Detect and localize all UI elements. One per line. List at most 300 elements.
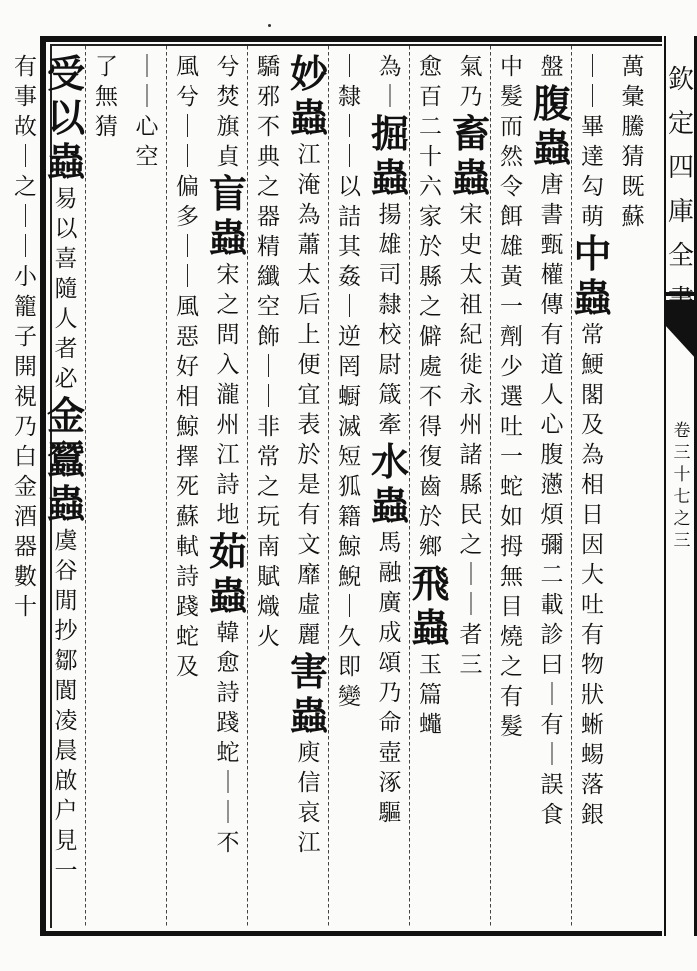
text-char: 甄 xyxy=(540,232,564,258)
margin-char: 庫 xyxy=(667,197,694,227)
text-char: 貞 xyxy=(216,144,240,170)
text-char: 熾 xyxy=(257,594,280,620)
text-char: 啟 xyxy=(54,768,78,794)
text-char: 即 xyxy=(338,654,361,680)
text-char: 玉 xyxy=(419,652,442,678)
text-char: 畢 xyxy=(581,114,604,140)
headword-char: 茹 xyxy=(208,529,247,574)
text-char: 有 xyxy=(297,502,321,528)
headword-char: 蟲 xyxy=(411,605,450,650)
margin-char: 定 xyxy=(667,109,694,139)
text-char: 州 xyxy=(459,412,483,438)
text-char: 以 xyxy=(338,174,361,200)
text-char: 於 xyxy=(297,442,321,468)
text-char: 玩 xyxy=(257,504,280,530)
text-char: 風 xyxy=(176,294,199,320)
text-char: 𧕓 xyxy=(419,712,442,738)
text-char: 韓 xyxy=(216,620,240,646)
text-char: 軾 xyxy=(176,534,199,560)
text-char: 之 xyxy=(459,532,483,558)
margin-char: 之 xyxy=(673,509,691,529)
text-char: ｜ xyxy=(378,84,402,110)
ink-dot xyxy=(268,24,271,27)
text-char: ｜ xyxy=(176,234,199,260)
text-char: 金 xyxy=(14,474,37,500)
text-char: 者 xyxy=(459,622,483,648)
text-char: 地 xyxy=(216,502,240,528)
text-char: 賦 xyxy=(257,564,280,590)
text-char: 銀 xyxy=(581,802,604,828)
text-column xyxy=(288,52,330,922)
text-char: 一 xyxy=(500,444,523,470)
text-char: 箴 xyxy=(378,382,402,408)
text-char: ｜ xyxy=(257,354,280,380)
text-char: 州 xyxy=(216,412,240,438)
headword-char: 蠶 xyxy=(46,437,85,482)
text-char: 見 xyxy=(54,828,78,854)
fish-tail-top xyxy=(664,292,697,296)
text-char: 谷 xyxy=(54,558,78,584)
text-char: 之 xyxy=(419,294,442,320)
headword-char: 蟲 xyxy=(208,215,247,260)
text-char: 乃 xyxy=(459,84,483,110)
text-char: ｜ xyxy=(176,114,199,140)
text-char: 詩 xyxy=(216,680,240,706)
headword-char: 水 xyxy=(370,439,409,484)
text-char: 者 xyxy=(54,336,78,362)
text-char: 為 xyxy=(378,54,402,80)
text-column xyxy=(5,52,47,922)
text-char: ｜ xyxy=(338,114,361,140)
text-column xyxy=(45,52,87,922)
text-char: 雄 xyxy=(500,234,523,260)
text-char: 乃 xyxy=(378,680,402,706)
text-char: 有 xyxy=(540,712,564,738)
text-char: 有 xyxy=(500,684,523,710)
text-char: 了 xyxy=(95,54,118,80)
text-char: ｜ xyxy=(459,592,483,618)
text-char: 無 xyxy=(95,84,118,110)
text-char: 滅 xyxy=(338,414,361,440)
text-char: 狐 xyxy=(338,474,361,500)
headword-char: 害 xyxy=(289,649,328,694)
text-column xyxy=(491,52,533,922)
headword-char: 蟲 xyxy=(532,125,571,170)
text-char: ｜ xyxy=(581,84,604,110)
text-char: 蘇 xyxy=(621,204,645,230)
text-char: 閣 xyxy=(581,382,604,408)
margin-char: 卷 xyxy=(673,421,691,441)
text-char: 有 xyxy=(540,322,564,348)
text-char: 兮 xyxy=(176,84,199,110)
text-char: 得 xyxy=(419,414,442,440)
text-char: 人 xyxy=(540,382,564,408)
text-char: 盤 xyxy=(540,54,564,80)
headword-char: 蟲 xyxy=(46,481,85,526)
text-char: 典 xyxy=(257,144,280,170)
text-char: 十 xyxy=(14,594,37,620)
text-char: 書 xyxy=(540,202,564,228)
text-char: 視 xyxy=(14,384,37,410)
headword-char: 中 xyxy=(573,231,612,276)
text-char: 其 xyxy=(338,234,361,260)
text-char: 二 xyxy=(419,114,442,140)
text-char: 達 xyxy=(581,144,604,170)
text-char: 於 xyxy=(419,234,442,260)
text-char: 蕭 xyxy=(297,232,321,258)
margin-char: 四 xyxy=(667,153,694,183)
text-char: 器 xyxy=(14,534,37,560)
text-char: ｜ xyxy=(135,54,159,80)
margin-char: 三 xyxy=(673,531,691,551)
text-char: 火 xyxy=(257,624,280,650)
text-char: 猜 xyxy=(95,114,118,140)
text-char: 器 xyxy=(257,204,280,230)
margin-char: 欽 xyxy=(667,65,694,95)
text-char: ｜ xyxy=(459,562,483,588)
text-char: 髮 xyxy=(500,84,523,110)
headword-char: 盲 xyxy=(208,171,247,216)
text-char: 徙 xyxy=(459,352,483,378)
text-char: ｜ xyxy=(338,594,361,620)
text-char: 麗 xyxy=(297,622,321,648)
margin-char: 七 xyxy=(673,487,691,507)
text-char: 非 xyxy=(257,414,280,440)
text-char: 太 xyxy=(297,262,321,288)
text-char: ｜ xyxy=(135,84,159,110)
text-char: 靡 xyxy=(297,562,321,588)
headword-char: 受 xyxy=(46,52,85,96)
text-char: 鯁 xyxy=(581,352,604,378)
text-char: 診 xyxy=(540,622,564,648)
text-char: 權 xyxy=(540,262,564,288)
text-char: 踐 xyxy=(216,710,240,736)
text-char: 籠 xyxy=(14,294,37,320)
text-char: 選 xyxy=(500,384,523,410)
text-char: 之 xyxy=(14,174,37,200)
text-char: 入 xyxy=(216,352,240,378)
text-char: 空 xyxy=(135,144,159,170)
text-char: 懣 xyxy=(540,472,564,498)
text-char: 變 xyxy=(338,684,361,710)
text-char: 久 xyxy=(338,624,361,650)
text-char: 彌 xyxy=(540,532,564,558)
text-char: ｜ xyxy=(176,144,199,170)
text-char: 事 xyxy=(14,84,37,110)
margin-title xyxy=(666,58,696,322)
text-char: 之 xyxy=(500,654,523,680)
headword-char: 蟲 xyxy=(208,573,247,618)
margin-char: 全 xyxy=(667,241,694,271)
text-char: 宋 xyxy=(216,262,240,288)
text-char: 以 xyxy=(54,216,78,242)
text-char: 蟵 xyxy=(338,384,361,410)
text-char: 驕 xyxy=(257,54,280,80)
text-char: 短 xyxy=(338,444,361,470)
text-char: 后 xyxy=(297,292,321,318)
text-char: 鯨 xyxy=(338,534,361,560)
text-char: 詩 xyxy=(176,564,199,590)
text-char: 六 xyxy=(419,174,442,200)
text-char: 及 xyxy=(581,412,604,438)
text-char: 三 xyxy=(459,652,483,678)
text-char: 表 xyxy=(297,412,321,438)
text-column xyxy=(329,52,371,922)
text-char: 白 xyxy=(14,444,37,470)
text-char: 便 xyxy=(297,352,321,378)
text-char: 吐 xyxy=(581,592,604,618)
text-char: 江 xyxy=(216,442,240,468)
text-char: 姦 xyxy=(338,264,361,290)
text-char: 江 xyxy=(297,142,321,168)
text-char: 小 xyxy=(14,264,37,290)
text-char: 民 xyxy=(459,502,483,528)
headword-char: 蟲 xyxy=(573,275,612,320)
text-char: 萌 xyxy=(581,204,604,230)
text-char: 篇 xyxy=(419,682,442,708)
text-char: 燒 xyxy=(500,624,523,650)
text-char: 為 xyxy=(297,202,321,228)
text-char: 數 xyxy=(14,564,37,590)
text-char: 劑 xyxy=(500,324,523,350)
text-char: 氣 xyxy=(459,54,483,80)
text-char: ｜ xyxy=(257,384,280,410)
text-char: 狀 xyxy=(581,682,604,708)
text-char: 既 xyxy=(621,174,645,200)
text-char: 吐 xyxy=(500,414,523,440)
text-char: 閒 xyxy=(54,588,78,614)
text-char: 融 xyxy=(378,560,402,586)
volume-label xyxy=(668,420,696,552)
text-char: ｜ xyxy=(338,144,361,170)
text-char: 然 xyxy=(500,144,523,170)
text-char: 傳 xyxy=(540,292,564,318)
text-char: 隸 xyxy=(338,84,361,110)
text-char: 史 xyxy=(459,232,483,258)
text-char: ｜ xyxy=(14,144,37,170)
text-char: 揚 xyxy=(378,202,402,228)
text-char: 常 xyxy=(581,322,604,348)
text-char: 中 xyxy=(500,54,523,80)
text-char: 相 xyxy=(581,472,604,498)
text-char: 蛇 xyxy=(216,740,240,766)
headword-char: 腹 xyxy=(532,81,571,126)
text-char: 詩 xyxy=(216,472,240,498)
text-char: 抄 xyxy=(54,618,78,644)
text-char: 餌 xyxy=(500,204,523,230)
text-char: 祖 xyxy=(459,292,483,318)
text-char: 空 xyxy=(257,294,280,320)
headword-char: 金 xyxy=(46,393,85,438)
text-char: 晨 xyxy=(54,738,78,764)
headword-char: 蟲 xyxy=(451,155,490,200)
text-char: 猜 xyxy=(621,144,645,170)
text-char: 彙 xyxy=(621,84,645,110)
text-char: ｜ xyxy=(338,54,361,80)
text-char: 處 xyxy=(419,354,442,380)
text-char: 故 xyxy=(14,114,37,140)
text-char: 多 xyxy=(176,204,199,230)
text-char: 纖 xyxy=(257,264,280,290)
text-char: 蜥 xyxy=(581,712,604,738)
text-char: 諸 xyxy=(459,442,483,468)
text-char: 好 xyxy=(176,354,199,380)
text-char: 一 xyxy=(54,858,78,884)
headword-char: 飛 xyxy=(411,561,450,606)
text-char: 信 xyxy=(297,770,321,796)
text-column xyxy=(167,52,209,922)
text-char: 為 xyxy=(581,442,604,468)
text-char: 涿 xyxy=(378,770,402,796)
text-char: ｜ xyxy=(540,742,564,768)
text-char: 二 xyxy=(540,562,564,588)
text-char: 是 xyxy=(297,472,321,498)
text-char: 騰 xyxy=(621,114,645,140)
text-char: 如 xyxy=(500,504,523,530)
text-char: 鄉 xyxy=(419,534,442,560)
text-char: 十 xyxy=(419,144,442,170)
text-char: 焚 xyxy=(216,84,240,110)
text-char: 鄒 xyxy=(54,648,78,674)
text-char: 於 xyxy=(419,504,442,530)
text-char: 南 xyxy=(257,534,280,560)
text-char: 司 xyxy=(378,262,402,288)
text-char: 愈 xyxy=(216,650,240,676)
text-char: 一 xyxy=(500,294,523,320)
text-char: 宋 xyxy=(459,202,483,228)
text-char: 載 xyxy=(540,592,564,618)
text-char: 僻 xyxy=(419,324,442,350)
text-char: ｜ xyxy=(14,234,37,260)
text-char: 死 xyxy=(176,474,199,500)
text-char: ｜ xyxy=(216,770,240,796)
text-char: 驅 xyxy=(378,800,402,826)
text-column xyxy=(86,52,128,922)
text-char: 壺 xyxy=(378,740,402,766)
text-char: 鯢 xyxy=(338,564,361,590)
text-char: 人 xyxy=(54,306,78,332)
text-char: 不 xyxy=(216,830,240,856)
text-char: 淹 xyxy=(297,172,321,198)
text-column xyxy=(612,52,654,922)
text-char: 閬 xyxy=(54,678,78,704)
text-char: 百 xyxy=(419,84,442,110)
text-char: 之 xyxy=(257,474,280,500)
text-char: 曰 xyxy=(540,652,564,678)
text-char: ｜ xyxy=(14,204,37,230)
text-char: 邪 xyxy=(257,84,280,110)
text-char: 瀧 xyxy=(216,382,240,408)
text-char: ｜ xyxy=(338,294,361,320)
text-char: 家 xyxy=(419,204,442,230)
text-char: 頌 xyxy=(378,650,402,676)
text-char: 易 xyxy=(54,186,78,212)
text-char: 籍 xyxy=(338,504,361,530)
text-char: 踐 xyxy=(176,594,199,620)
text-char: 馬 xyxy=(378,530,402,556)
text-char: 誤 xyxy=(540,772,564,798)
text-char: 之 xyxy=(216,292,240,318)
text-char: 虞 xyxy=(54,528,78,554)
headword-char: 蟲 xyxy=(46,139,85,184)
text-char: 腹 xyxy=(540,442,564,468)
text-char: 不 xyxy=(419,384,442,410)
text-char: 蛇 xyxy=(500,474,523,500)
text-char: 偏 xyxy=(176,174,199,200)
text-char: 拇 xyxy=(500,534,523,560)
text-char: 兮 xyxy=(216,54,240,80)
text-char: 唐 xyxy=(540,172,564,198)
text-char: 江 xyxy=(297,830,321,856)
text-char: 命 xyxy=(378,710,402,736)
text-char: 蜴 xyxy=(581,742,604,768)
text-char: 復 xyxy=(419,444,442,470)
headword-char: 以 xyxy=(46,95,85,140)
text-char: ｜ xyxy=(540,682,564,708)
text-char: 詰 xyxy=(338,204,361,230)
text-char: 哀 xyxy=(297,800,321,826)
text-char: 隸 xyxy=(378,292,402,318)
text-char: 惡 xyxy=(176,324,199,350)
text-char: 少 xyxy=(500,354,523,380)
text-char: 逆 xyxy=(338,324,361,350)
text-char: 擇 xyxy=(176,444,199,470)
headword-char: 蟲 xyxy=(370,483,409,528)
text-char: ｜ xyxy=(581,54,604,80)
text-column xyxy=(450,52,492,922)
text-char: 愈 xyxy=(419,54,442,80)
text-char: 鯨 xyxy=(176,414,199,440)
text-char: 齒 xyxy=(419,474,442,500)
text-char: 日 xyxy=(581,502,604,528)
headword-char: 蟲 xyxy=(289,95,328,140)
text-char: 有 xyxy=(581,622,604,648)
text-char: 髮 xyxy=(500,714,523,740)
text-char: 校 xyxy=(378,322,402,348)
text-char: 必 xyxy=(54,366,78,392)
text-char: 尉 xyxy=(378,352,402,378)
text-char: 道 xyxy=(540,352,564,378)
text-char: 令 xyxy=(500,174,523,200)
text-char: 落 xyxy=(581,772,604,798)
text-char: 無 xyxy=(500,564,523,590)
text-char: 上 xyxy=(297,322,321,348)
text-column xyxy=(248,52,290,922)
text-char: 永 xyxy=(459,382,483,408)
text-char: 縣 xyxy=(419,264,442,290)
text-char: 户 xyxy=(54,798,78,824)
text-char: 勾 xyxy=(581,174,604,200)
text-char: 酒 xyxy=(14,504,37,530)
text-char: 常 xyxy=(257,444,280,470)
text-column xyxy=(207,52,249,922)
headword-char: 畜 xyxy=(451,111,490,156)
headword-char: 蟲 xyxy=(370,155,409,200)
text-char: 罔 xyxy=(338,354,361,380)
margin-char: 十 xyxy=(673,465,691,485)
margin-char: 三 xyxy=(673,443,691,463)
text-char: 蘇 xyxy=(176,504,199,530)
text-column xyxy=(531,52,573,922)
text-char: 不 xyxy=(257,114,280,140)
text-char: 旗 xyxy=(216,114,240,140)
text-column xyxy=(126,52,168,922)
text-char: 宜 xyxy=(297,382,321,408)
text-char: 開 xyxy=(14,354,37,380)
text-char: 縣 xyxy=(459,472,483,498)
text-char: 有 xyxy=(14,54,37,80)
text-char: 凌 xyxy=(54,708,78,734)
